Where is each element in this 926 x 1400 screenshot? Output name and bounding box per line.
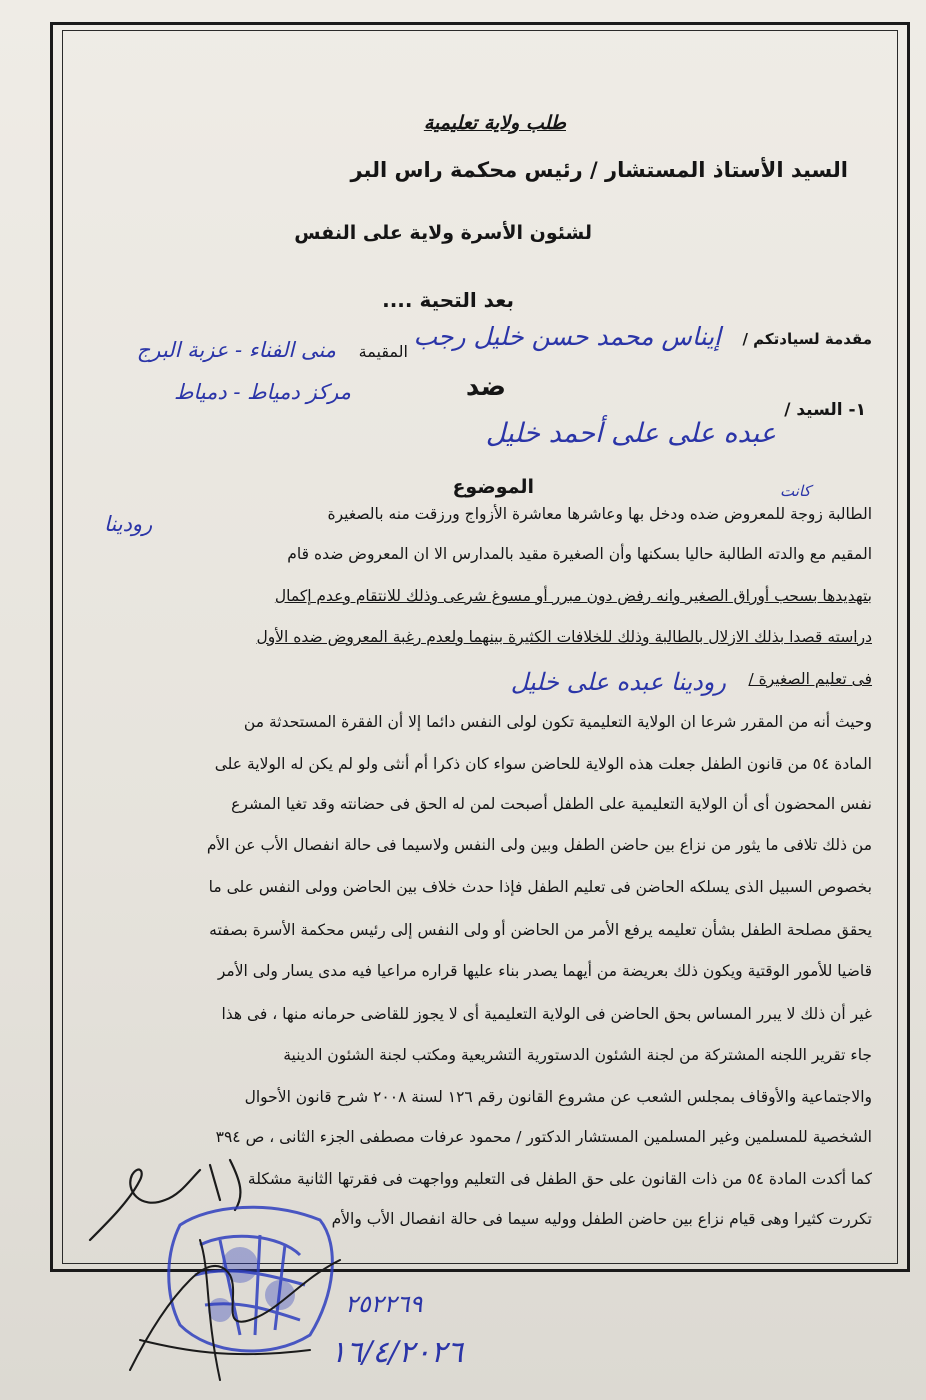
body-line-2: المقيم مع والدته الطالبة حاليا بسكنها وأن الصغيرة مقيد بالمدارس الا ان المعروض ضده قام [287,545,872,563]
body-line-12: قاضيا للأمور الوقتية ويكون ذلك بعريضة من أيهما يصدر بناء عليها قراره مراعيا فيه مدى يسار ولى الأمر [217,962,872,980]
stamp-date: ١٦/٤/٢٠٢٦ [330,1335,464,1370]
body-line-3: بتهديدها بسحب أوراق الصغير وانه رفض دون مبرر أو مسوغ شرعى وذلك للانتقام وعدم إكمال [274,587,872,605]
against-label: ضد [465,372,506,402]
defendant-label: ١- السيد / [784,400,866,420]
residence-line1: منى الفناء - عزبة البرج [136,338,336,362]
residence-line2: مركز دمياط - دمياط [173,380,351,404]
body-line-1: الطالبة زوجة للمعروض ضده ودخل بها وعاشرها معاشرة الأزواج ورزقت منه بالصغيرة [327,505,872,523]
body-line-13: غير أن ذلك لا يبرر المساس بحق الحاضن فى الولاية التعليمية أى لا يجوز للقاضى حرمانه منها ، فى هذا [221,1005,872,1023]
stamp-number: ٢٥٢٢٦٩ [345,1290,423,1318]
subject-heading: الموضوع [452,476,534,498]
addressee-line2: لشئون الأسرة ولاية على النفس [294,222,592,244]
body-line-14: جاء تقرير اللجنه المشتركة من لجنة الشئون الدستورية التشريعية ومكتب لجنة الشئون الدينية [283,1046,872,1064]
body-line-10: بخصوص السبيل الذى يسلكه الحاضن فى تعليم الطفل فإذا حدث خلاف بين الحاضن وولى النفس على ما [208,878,872,896]
body-line-4: دراسته قصدا بذلك الازلال بالطالبة وذلك للخلافات الكثيرة بينهما ولعدم رغبة المعروض ضده الأول [256,628,872,646]
submitted-label: مقدمة لسيادتكم / [742,330,872,348]
addressee-line1: السيد الأستاذ المستشار / رئيس محكمة راس البر [350,158,848,182]
inner-border [62,30,898,1264]
girl-name: رودينا [104,512,153,536]
greeting: بعد التحية .... [382,288,514,312]
body-line-17: كما أكدت المادة ٥٤ من ذات القانون على حق الطفل فى التعليم وواجهت فى فقرتها الثانية مشكلة [247,1170,872,1188]
body-line-8: نفس المحضون أى أن الولاية التعليمية على الطفل أصبحت لمن له الحق فى حضانته وقد تغيا المشرع [231,795,872,813]
document-title: طلب ولاية تعليمية [423,112,566,134]
insert-above-word: كانت [780,482,811,500]
body-line-5: فى تعليم الصغيرة / [748,670,872,688]
body-line-7: المادة ٥٤ من قانون الطفل جعلت هذه الولاية للحاضن سواء كان ذكرا أم أنثى ولو لم يكن له الولاية على [214,755,872,773]
body-line-15: والاجتماعية والأوقاف بمجلس الشعب عن مشروع القانون رقم ١٢٦ لسنة ٢٠٠٨ شرح قانون الأحوال [244,1088,872,1106]
girl-full-name: رودينا عبده على خليل [510,668,726,696]
defendant-name: عبده على على أحمد خليل [485,418,776,449]
body-line-6: وحيث أنه من المقرر شرعا ان الولاية التعليمية تكون لولى النفس دائما إلا أن الفقرة المستحدثة من [243,713,872,731]
body-line-11: يحقق مصلحة الطفل بشأن تعليمه يرفع الأمر من الحاضن أو ولى النفس إلى رئيس محكمة الأسرة بصفته [209,921,872,939]
residence-label: المقيمة [358,342,408,361]
body-line-16: الشخصية للمسلمين وغير المسلمين المستشار الدكتور / محمود عرفات مصطفى الجزء الثانى ، ص ٣٩٤ [215,1128,872,1146]
body-line-9: من ذلك تلافى ما يثور من نزاع بين حاضن الطفل وبين ولى النفس ولاسيما فى حالة انفصال الأب عن الأم [206,836,872,854]
body-line-18: تكررت كثيرا وهى قيام نزاع بين حاضن الطفل ووليه سيما فى حالة انفصال الأب والأم [331,1210,872,1228]
submitter-name: إيناس محمد حسن خليل رجب [413,322,721,351]
